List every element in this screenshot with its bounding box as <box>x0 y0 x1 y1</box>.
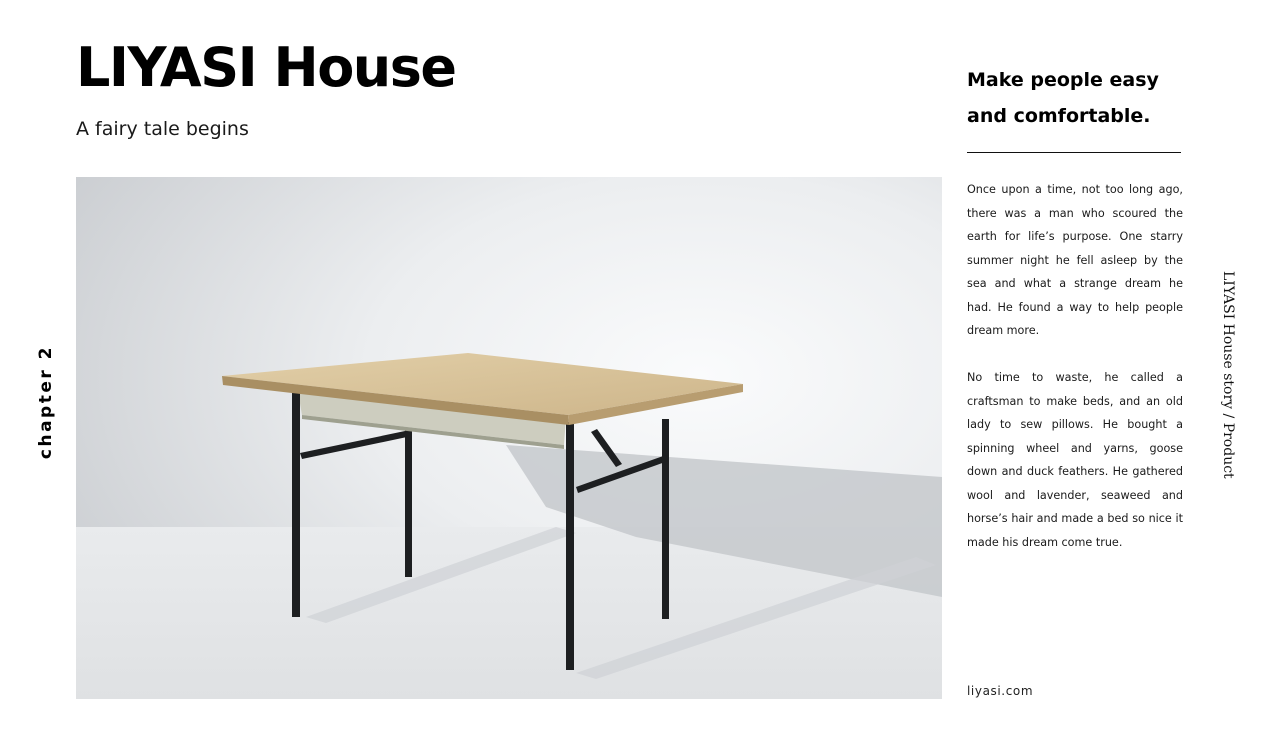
chapter-label-text: chapter 2 <box>36 344 56 460</box>
tagline: Make people easy and comfortable. <box>967 69 1159 127</box>
product-photo <box>76 177 942 699</box>
story-paragraph: No time to waste, he called a craftsman to make beds, and an old lady to sew pillows. He bought a spinning wheel and yarns, goose down and duck feathers. He gathered wool and lavender, seaweed and horse’s hair and made a bed so nice it made his dream come true. <box>967 371 1183 549</box>
divider <box>967 152 1181 153</box>
page-title: LIYASI House <box>76 36 456 99</box>
story-paragraph: Once upon a time, not too long ago, there was a man who scoured the earth for life’s purpose. One starry summer night he fell asleep by the sea and what a strange dream he had. He found a way to help people dream more. <box>967 183 1183 337</box>
page-subtitle: A fairy tale begins <box>76 118 249 140</box>
section-label <box>1212 268 1244 482</box>
section-label-text: LIYASI House story / Product <box>1220 271 1236 479</box>
table-icon <box>76 177 942 699</box>
website-link[interactable]: liyasi.com <box>967 684 1034 698</box>
story-text <box>967 178 1183 554</box>
chapter-label <box>24 344 68 460</box>
